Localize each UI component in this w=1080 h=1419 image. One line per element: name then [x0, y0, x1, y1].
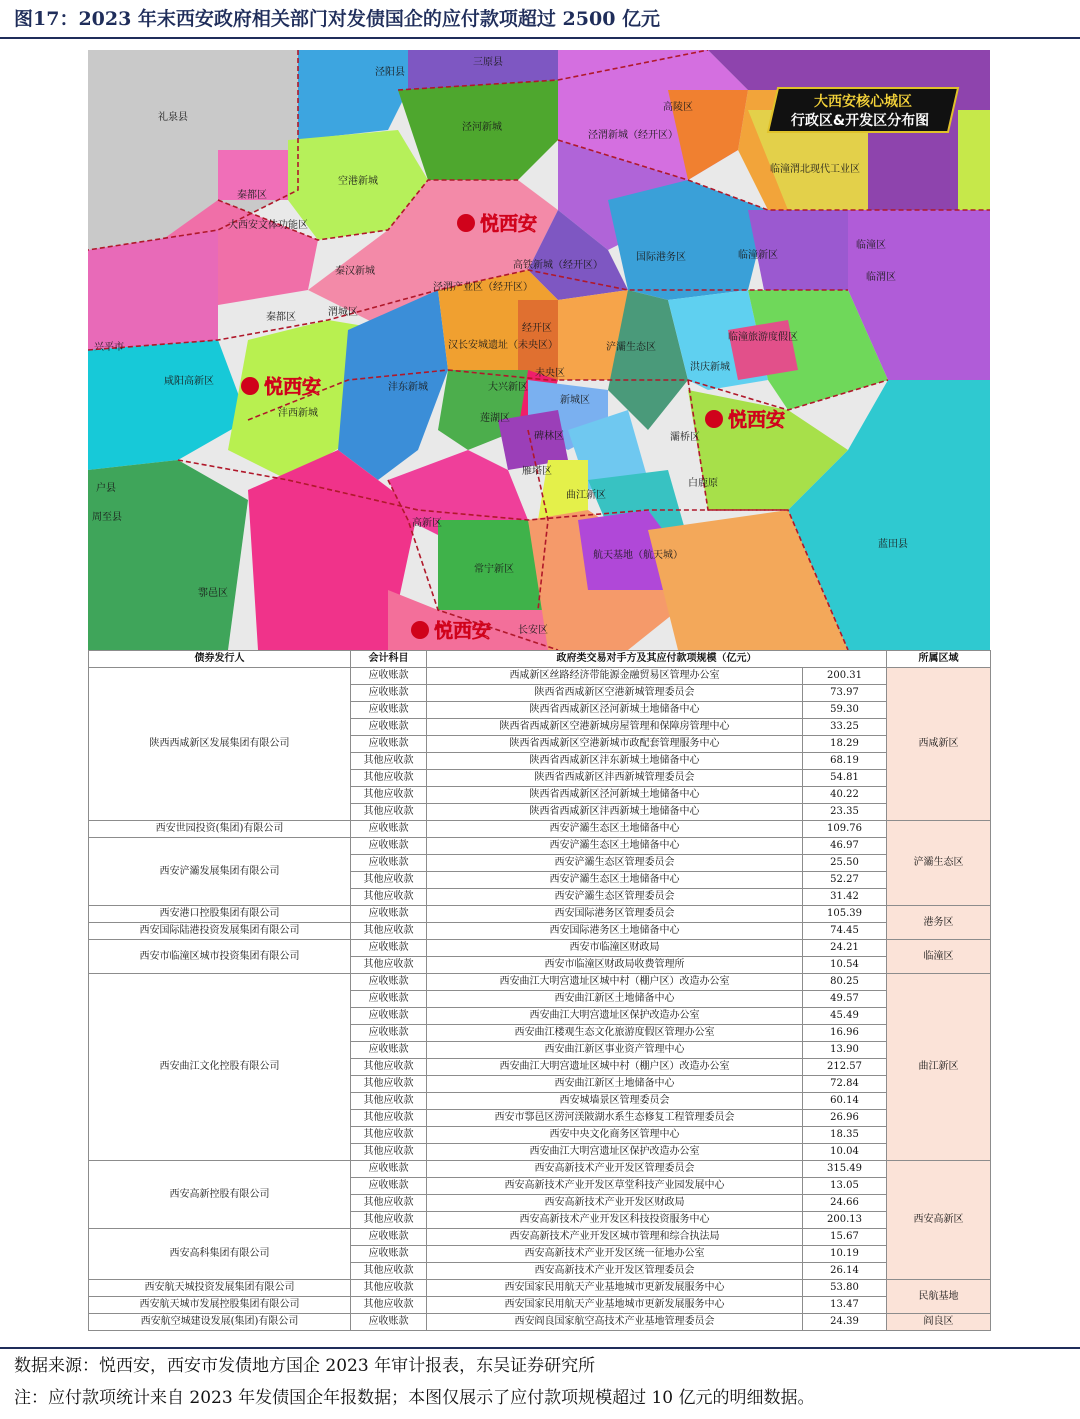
account-cell: 其他应收款	[351, 1127, 427, 1144]
map-label: 空港新城	[338, 176, 378, 187]
account-cell: 其他应收款	[351, 787, 427, 804]
counterparty-cell: 西安城墙景区管理委员会	[427, 1093, 803, 1110]
table-row	[89, 1161, 991, 1178]
counterparty-cell: 西安浐灞生态区管理委员会	[427, 855, 803, 872]
amount-cell: 315.49	[803, 1161, 887, 1178]
account-cell: 其他应收款	[351, 1093, 427, 1110]
counterparty-cell: 西安市临潼区财政局	[427, 940, 803, 957]
account-cell: 应收账款	[351, 1314, 427, 1331]
account-cell: 应收账款	[351, 855, 427, 872]
issuer-cell: 西安市临潼区城市投资集团有限公司	[89, 940, 351, 974]
map-label: 常宁新区	[474, 564, 514, 575]
counterparty-cell: 西安阎良国家航空高技术产业基地管理委员会	[427, 1314, 803, 1331]
amount-cell: 60.14	[803, 1093, 887, 1110]
account-cell: 应收账款	[351, 719, 427, 736]
map-label: 三原县	[473, 57, 503, 68]
region-cell: 浐灞生态区	[887, 821, 991, 906]
map-label: 国际港务区	[636, 252, 686, 263]
header-account: 会计科目	[351, 651, 427, 668]
counterparty-cell: 西安高新技术产业开发区管理委员会	[427, 1161, 803, 1178]
issuer-cell: 西安曲江文化控股有限公司	[89, 974, 351, 1161]
map-label: 灞桥区	[670, 432, 700, 443]
watermark-text: 悦西安	[480, 213, 538, 235]
map-label: 临渭区	[866, 272, 896, 283]
footer-divider	[0, 1347, 1080, 1349]
amount-cell: 80.25	[803, 974, 887, 991]
amount-cell: 200.13	[803, 1212, 887, 1229]
map-label: 沣西新城	[278, 408, 318, 419]
issuer-cell: 陕西西咸新区发展集团有限公司	[89, 668, 351, 821]
map-label: 临潼区	[856, 240, 886, 251]
counterparty-cell: 西安市临潼区财政局收费管理所	[427, 957, 803, 974]
amount-cell: 18.35	[803, 1127, 887, 1144]
counterparty-cell: 西安国家民用航天产业基地城市更新发展服务中心	[427, 1297, 803, 1314]
watermark-logo-icon	[705, 410, 723, 428]
amount-cell: 26.96	[803, 1110, 887, 1127]
amount-cell: 24.21	[803, 940, 887, 957]
amount-cell: 40.22	[803, 787, 887, 804]
table-row	[89, 906, 991, 923]
counterparty-cell: 西安浐灞生态区土地储备中心	[427, 838, 803, 855]
counterparty-cell: 西安高新技术产业开发区管理委员会	[427, 1263, 803, 1280]
counterparty-cell: 西安国际港务区管理委员会	[427, 906, 803, 923]
header-counterparty: 政府类交易对手方及其应付款项规模（亿元）	[427, 651, 887, 668]
account-cell: 应收账款	[351, 1229, 427, 1246]
map-banner	[768, 88, 958, 132]
watermark-logo-icon	[411, 621, 429, 639]
counterparty-cell: 西安高新技术产业开发区草堂科技产业园发展中心	[427, 1178, 803, 1195]
counterparty-cell: 西安国家民用航天产业基地城市更新发展服务中心	[427, 1280, 803, 1297]
counterparty-cell: 西安浐灞生态区土地储备中心	[427, 872, 803, 889]
amount-cell: 13.47	[803, 1297, 887, 1314]
map-label: 洪庆新城	[690, 362, 730, 373]
note-text: 注：应付款项统计来自 2023 年发债国企年报数据；本图仅展示了应付款项规模超过 10 亿元的明细数据。	[14, 1388, 815, 1408]
watermark-text: 悦西安	[728, 409, 786, 431]
counterparty-cell: 陕西省西咸新区泾河新城土地储备中心	[427, 787, 803, 804]
map-label: 大西安文体功能区	[228, 220, 308, 231]
map-label: 户县	[96, 483, 116, 494]
counterparty-cell: 西安国际港务区土地储备中心	[427, 923, 803, 940]
table-row	[89, 838, 991, 855]
counterparty-cell: 西安浐灞生态区管理委员会	[427, 889, 803, 906]
source-text: 数据来源：悦西安，西安市发债地方国企 2023 年审计报表，东吴证券研究所	[14, 1356, 596, 1376]
table-row	[89, 821, 991, 838]
account-cell: 应收账款	[351, 940, 427, 957]
counterparty-cell: 陕西省西咸新区沣西新城管理委员会	[427, 770, 803, 787]
map-label: 新城区	[560, 395, 590, 406]
counterparty-cell: 西安曲江新区土地储备中心	[427, 991, 803, 1008]
table-row	[89, 974, 991, 991]
counterparty-cell: 陕西省西咸新区沣西新城土地储备中心	[427, 804, 803, 821]
map-label: 泾渭新城（经开区）	[588, 130, 678, 141]
account-cell: 其他应收款	[351, 872, 427, 889]
amount-cell: 31.42	[803, 889, 887, 906]
account-cell: 其他应收款	[351, 804, 427, 821]
map-label: 临潼新区	[738, 250, 778, 261]
account-cell: 应收账款	[351, 974, 427, 991]
counterparty-cell: 西安曲江新区事业资产管理中心	[427, 1042, 803, 1059]
map-label: 周至县	[92, 512, 122, 523]
account-cell: 应收账款	[351, 838, 427, 855]
issuer-cell: 西安港口控股集团有限公司	[89, 906, 351, 923]
account-cell: 应收账款	[351, 1008, 427, 1025]
counterparty-cell: 西安高新技术产业开发区统一征地办公室	[427, 1246, 803, 1263]
map-label: 浐灞生态区	[606, 342, 656, 353]
issuer-cell: 西安高新控股有限公司	[89, 1161, 351, 1229]
amount-cell: 74.45	[803, 923, 887, 940]
watermark-text: 悦西安	[434, 620, 492, 642]
issuer-cell: 西安航空城建设发展(集团)有限公司	[89, 1314, 351, 1331]
account-cell: 应收账款	[351, 736, 427, 753]
table-row	[89, 1229, 991, 1246]
issuer-cell: 西安航天城市发展控股集团有限公司	[89, 1297, 351, 1314]
table-row	[89, 923, 991, 940]
account-cell: 其他应收款	[351, 1059, 427, 1076]
table-row	[89, 940, 991, 957]
counterparty-cell: 西安市鄠邑区涝河渼陂湖水系生态修复工程管理委员会	[427, 1110, 803, 1127]
counterparty-cell: 西安中央文化商务区管理中心	[427, 1127, 803, 1144]
amount-cell: 59.30	[803, 702, 887, 719]
map-label: 蓝田县	[878, 539, 908, 550]
region-cell: 港务区	[887, 906, 991, 940]
account-cell: 其他应收款	[351, 923, 427, 940]
map-label: 航天基地（航天城）	[593, 550, 683, 561]
amount-cell: 105.39	[803, 906, 887, 923]
amount-cell: 24.39	[803, 1314, 887, 1331]
map-label: 秦都区	[266, 312, 296, 323]
counterparty-cell: 陕西省西咸新区泾河新城土地储备中心	[427, 702, 803, 719]
counterparty-cell: 陕西省西咸新区空港新城市政配套管理服务中心	[427, 736, 803, 753]
map-label: 渭城区	[328, 307, 358, 318]
map-label: 泾渭产业区（经开区）	[433, 282, 533, 293]
account-cell: 其他应收款	[351, 753, 427, 770]
table-row	[89, 1280, 991, 1297]
map-label: 长安区	[518, 625, 548, 636]
account-cell: 其他应收款	[351, 1297, 427, 1314]
title-divider	[0, 37, 1080, 39]
map-label: 曲江新区	[566, 490, 606, 501]
counterparty-cell: 西安曲江楼观生态文化旅游度假区管理办公室	[427, 1025, 803, 1042]
amount-cell: 10.54	[803, 957, 887, 974]
region-cell: 临潼区	[887, 940, 991, 974]
account-cell: 其他应收款	[351, 1280, 427, 1297]
account-cell: 其他应收款	[351, 1076, 427, 1093]
watermark-text: 悦西安	[264, 376, 322, 398]
amount-cell: 72.84	[803, 1076, 887, 1093]
account-cell: 应收账款	[351, 1246, 427, 1263]
amount-cell: 68.19	[803, 753, 887, 770]
counterparty-cell: 西安浐灞生态区土地储备中心	[427, 821, 803, 838]
account-cell: 应收账款	[351, 1025, 427, 1042]
map-label: 兴平市	[94, 342, 124, 353]
amount-cell: 109.76	[803, 821, 887, 838]
district-map-svg	[88, 50, 990, 650]
map-label: 汉长安城遗址（未央区）	[448, 340, 558, 351]
figure-title: 图17：2023 年末西安政府相关部门对发债国企的应付款项超过 2500 亿元	[14, 8, 661, 30]
account-cell: 其他应收款	[351, 889, 427, 906]
counterparty-cell: 西安高新技术产业开发区城市管理和综合执法局	[427, 1229, 803, 1246]
map-label: 礼泉县	[158, 112, 188, 123]
amount-cell: 49.57	[803, 991, 887, 1008]
map-label: 高陵区	[663, 102, 693, 113]
map-label: 沣东新城	[388, 382, 428, 393]
amount-cell: 10.19	[803, 1246, 887, 1263]
amount-cell: 18.29	[803, 736, 887, 753]
region-cell: 阎良区	[887, 1314, 991, 1331]
account-cell: 应收账款	[351, 668, 427, 685]
map-label: 临潼旅游度假区	[728, 332, 798, 343]
region-cell: 曲江新区	[887, 974, 991, 1161]
watermark-logo-icon	[457, 214, 475, 232]
account-cell: 应收账款	[351, 991, 427, 1008]
amount-cell: 10.04	[803, 1144, 887, 1161]
counterparty-cell: 西安曲江新区土地储备中心	[427, 1076, 803, 1093]
region-cell: 西咸新区	[887, 668, 991, 821]
amount-cell: 212.57	[803, 1059, 887, 1076]
issuer-cell: 西安高科集团有限公司	[89, 1229, 351, 1280]
header-issuer: 债券发行人	[89, 651, 351, 668]
payables-table	[88, 650, 991, 1331]
counterparty-cell: 西安曲江大明宫遗址区城中村（棚户区）改造办公室	[427, 1059, 803, 1076]
account-cell: 应收账款	[351, 702, 427, 719]
payables-table-body	[89, 668, 991, 1331]
account-cell: 其他应收款	[351, 1144, 427, 1161]
region-cell: 西安高新区	[887, 1161, 991, 1280]
account-cell: 应收账款	[351, 685, 427, 702]
amount-cell: 73.97	[803, 685, 887, 702]
amount-cell: 54.81	[803, 770, 887, 787]
amount-cell: 13.05	[803, 1178, 887, 1195]
map-label: 泾河新城	[462, 122, 502, 133]
amount-cell: 33.25	[803, 719, 887, 736]
issuer-cell: 西安世园投资(集团)有限公司	[89, 821, 351, 838]
banner-line1: 大西安核心城区	[814, 94, 912, 110]
issuer-cell: 西安航天城投资发展集团有限公司	[89, 1280, 351, 1297]
table-row	[89, 668, 991, 685]
counterparty-cell: 西咸新区丝路经济带能源金融贸易区管理办公室	[427, 668, 803, 685]
amount-cell: 46.97	[803, 838, 887, 855]
map-label: 莲湖区	[480, 413, 510, 424]
counterparty-cell: 陕西省西咸新区空港新城管理委员会	[427, 685, 803, 702]
map-label: 临潼渭北现代工业区	[770, 164, 860, 175]
account-cell: 其他应收款	[351, 957, 427, 974]
account-cell: 其他应收款	[351, 1110, 427, 1127]
account-cell: 应收账款	[351, 821, 427, 838]
table-row	[89, 1297, 991, 1314]
account-cell: 其他应收款	[351, 1195, 427, 1212]
map-label: 白鹿原	[688, 478, 718, 489]
map-label: 雁塔区	[522, 466, 552, 477]
amount-cell: 200.31	[803, 668, 887, 685]
banner-line2: 行政区&开发区分布图	[790, 113, 930, 129]
counterparty-cell: 陕西省西咸新区空港新城房屋管理和保障房管理中心	[427, 719, 803, 736]
amount-cell: 26.14	[803, 1263, 887, 1280]
map-label: 鄠邑区	[198, 588, 228, 599]
account-cell: 其他应收款	[351, 770, 427, 787]
account-cell: 其他应收款	[351, 1263, 427, 1280]
amount-cell: 53.80	[803, 1280, 887, 1297]
map-label: 碑林区	[534, 431, 564, 442]
account-cell: 应收账款	[351, 1042, 427, 1059]
map-label: 咸阳高新区	[164, 376, 214, 387]
amount-cell: 24.66	[803, 1195, 887, 1212]
counterparty-cell: 西安高新技术产业开发区财政局	[427, 1195, 803, 1212]
account-cell: 应收账款	[351, 1161, 427, 1178]
counterparty-cell: 西安曲江大明宫遗址区城中村（棚户区）改造办公室	[427, 974, 803, 991]
map-label: 高铁新城（经开区）	[513, 260, 603, 271]
counterparty-cell: 西安曲江大明宫遗址区保护改造办公室	[427, 1008, 803, 1025]
map-label: 经开区	[522, 323, 552, 334]
watermark-logo-icon	[241, 377, 259, 395]
issuer-cell: 西安浐灞发展集团有限公司	[89, 838, 351, 906]
map-label: 大兴新区	[488, 382, 528, 393]
amount-cell: 25.50	[803, 855, 887, 872]
region-cell: 民航基地	[887, 1280, 991, 1314]
counterparty-cell: 西安曲江大明宫遗址区保护改造办公室	[427, 1144, 803, 1161]
amount-cell: 16.96	[803, 1025, 887, 1042]
account-cell: 其他应收款	[351, 1212, 427, 1229]
issuer-cell: 西安国际陆港投资发展集团有限公司	[89, 923, 351, 940]
map-label: 高新区	[412, 518, 442, 529]
counterparty-cell: 西安高新技术产业开发区科技投资服务中心	[427, 1212, 803, 1229]
table-header-row	[89, 651, 991, 668]
district-map	[88, 50, 990, 650]
payables-table-wrapper	[88, 650, 990, 1331]
amount-cell: 13.90	[803, 1042, 887, 1059]
account-cell: 应收账款	[351, 1178, 427, 1195]
amount-cell: 23.35	[803, 804, 887, 821]
amount-cell: 15.67	[803, 1229, 887, 1246]
header-region: 所属区域	[887, 651, 991, 668]
map-label: 秦都区	[237, 190, 267, 201]
map-label: 未央区	[535, 368, 565, 379]
amount-cell: 45.49	[803, 1008, 887, 1025]
counterparty-cell: 陕西省西咸新区沣东新城土地储备中心	[427, 753, 803, 770]
amount-cell: 52.27	[803, 872, 887, 889]
table-row	[89, 1314, 991, 1331]
map-label: 秦汉新城	[335, 266, 375, 277]
account-cell: 应收账款	[351, 906, 427, 923]
map-label: 泾阳县	[375, 67, 405, 78]
